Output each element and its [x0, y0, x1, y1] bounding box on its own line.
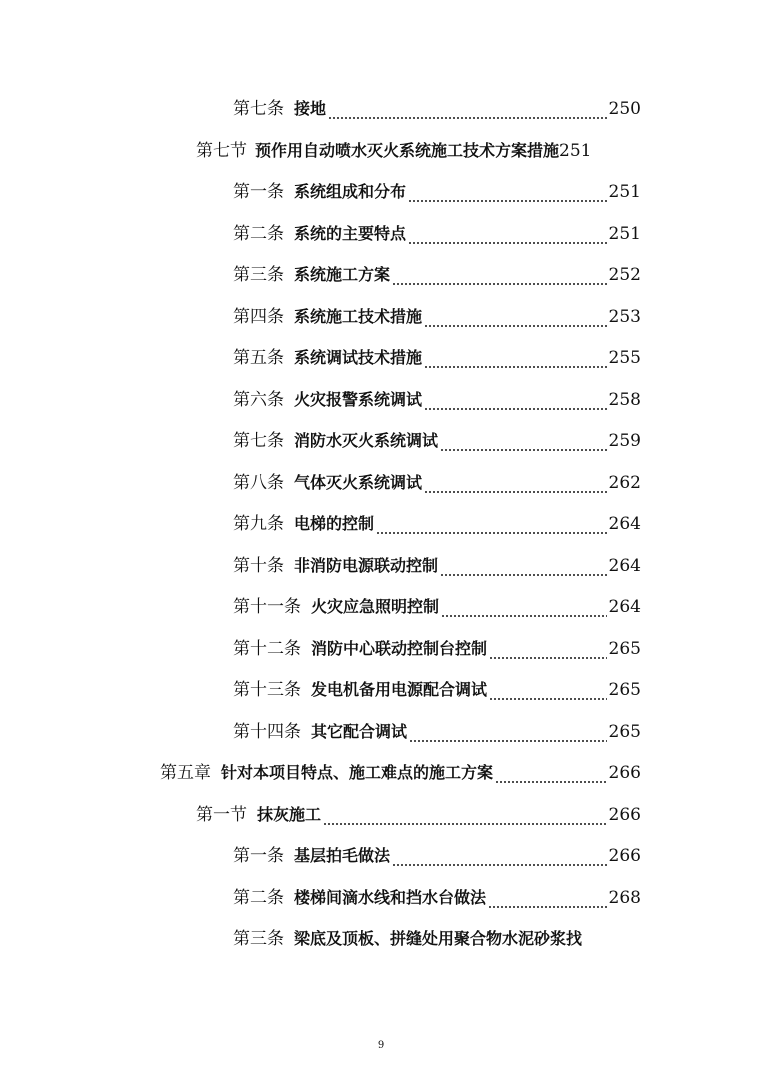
toc-entry-page: 265 — [608, 680, 641, 700]
toc-entry-title: 其它配合调试 — [311, 722, 408, 741]
toc-entry-number: 第一条 — [233, 846, 284, 866]
toc-entry[interactable] — [233, 388, 641, 412]
toc-entry-page: 264 — [608, 597, 641, 617]
toc-entry-title: 基层拍毛做法 — [294, 846, 391, 865]
toc-entry-number: 第二条 — [233, 224, 284, 244]
dot-leader — [392, 271, 607, 287]
toc-entry[interactable] — [160, 761, 641, 785]
dot-leader — [488, 894, 607, 910]
toc-entry-title: 气体灭火系统调试 — [294, 473, 423, 492]
toc-entry-page: 262 — [608, 473, 641, 493]
dot-leader — [489, 686, 607, 702]
toc-entry-title: 系统调试技术措施 — [294, 348, 423, 367]
dot-leader — [440, 437, 607, 453]
toc-entry[interactable] — [196, 139, 641, 163]
toc-entry-title: 系统施工技术措施 — [294, 307, 423, 326]
page-number: 9 — [377, 1040, 385, 1051]
toc-entry[interactable] — [233, 429, 641, 453]
toc-entry[interactable] — [233, 346, 641, 370]
toc-entry[interactable] — [233, 222, 641, 246]
toc-entry-page: 266 — [608, 805, 641, 825]
toc-entry[interactable] — [233, 305, 641, 329]
toc-entry-title: 系统组成和分布 — [294, 182, 407, 201]
toc-entry-title: 针对本项目特点、施工难点的施工方案 — [221, 763, 494, 782]
toc-entry[interactable] — [233, 844, 641, 868]
toc-entry-title: 接地 — [294, 99, 327, 118]
toc-entry-number: 第七节 — [196, 141, 247, 161]
toc-entry[interactable] — [196, 803, 641, 827]
toc-entry-number: 第三条 — [233, 929, 284, 949]
toc-entry-title: 预作用自动喷水灭火系统施工技术方案措施 — [255, 141, 560, 160]
dot-leader — [408, 188, 607, 204]
dot-leader — [409, 728, 607, 744]
dot-leader — [441, 603, 607, 619]
toc-entry-title: 抹灰施工 — [257, 805, 322, 824]
dot-leader — [424, 354, 607, 370]
toc-entry-number: 第十三条 — [233, 680, 301, 700]
toc-entry-page: 265 — [608, 639, 641, 659]
dot-leader — [440, 562, 607, 578]
toc-entry[interactable] — [233, 927, 641, 951]
toc-entry-page: 258 — [608, 390, 641, 410]
toc-entry-page: 252 — [608, 265, 641, 285]
toc-entry[interactable] — [233, 180, 641, 204]
toc-entry-title: 火灾应急照明控制 — [311, 597, 440, 616]
toc-entry-page: 251 — [608, 224, 641, 244]
dot-leader — [323, 811, 607, 827]
toc-entry[interactable] — [233, 720, 641, 744]
toc-entry-number: 第九条 — [233, 514, 284, 534]
toc-entry-page: 266 — [608, 846, 641, 866]
toc-entry-title: 消防中心联动控制台控制 — [311, 639, 488, 658]
toc-entry-number: 第五条 — [233, 348, 284, 368]
toc-entry-page: 268 — [608, 888, 641, 908]
toc-entry[interactable] — [233, 554, 641, 578]
toc-entry-page: 264 — [608, 514, 641, 534]
toc-entry[interactable] — [233, 97, 641, 121]
toc-entry-title: 电梯的控制 — [294, 514, 375, 533]
dot-leader — [424, 313, 607, 329]
toc-entry-title: 系统的主要特点 — [294, 224, 407, 243]
toc-entry-title: 发电机备用电源配合调试 — [311, 680, 488, 699]
toc-entry-page: 259 — [608, 431, 641, 451]
dot-leader — [424, 479, 607, 495]
toc-entry-title: 火灾报警系统调试 — [294, 390, 423, 409]
toc-entry-page: 251 — [559, 141, 592, 161]
toc-entry-title: 楼梯间滴水线和挡水台做法 — [294, 888, 487, 907]
toc-entry-number: 第一节 — [196, 805, 247, 825]
toc-entry-page: 255 — [608, 348, 641, 368]
toc-entry[interactable] — [233, 637, 641, 661]
toc-entry-number: 第一条 — [233, 182, 284, 202]
toc-entry-number: 第八条 — [233, 473, 284, 493]
toc-entry-number: 第十一条 — [233, 597, 301, 617]
toc-entry-number: 第七条 — [233, 431, 284, 451]
dot-leader — [328, 105, 607, 121]
toc-entry-title: 系统施工方案 — [294, 265, 391, 284]
toc-entry-page: 265 — [608, 722, 641, 742]
toc-entry-number: 第十二条 — [233, 639, 301, 659]
dot-leader — [376, 520, 607, 536]
toc-entry-number: 第三条 — [233, 265, 284, 285]
toc-entry-title: 梁底及顶板、拼缝处用聚合物水泥砂浆找 — [294, 929, 583, 948]
toc-entry-number: 第六条 — [233, 390, 284, 410]
toc-entry[interactable] — [233, 886, 641, 910]
toc-entry-page: 253 — [608, 307, 641, 327]
toc-entry[interactable] — [233, 512, 641, 536]
toc-entry-title: 非消防电源联动控制 — [294, 556, 439, 575]
toc-entry[interactable] — [233, 678, 641, 702]
toc-entry[interactable] — [233, 263, 641, 287]
dot-leader — [489, 645, 607, 661]
toc-entry-page: 250 — [608, 99, 641, 119]
toc-entry-number: 第十条 — [233, 556, 284, 576]
dot-leader — [408, 230, 607, 246]
toc-entry[interactable] — [233, 595, 641, 619]
toc-entry-page: 251 — [608, 182, 641, 202]
dot-leader — [424, 396, 607, 412]
toc-entry-number: 第四条 — [233, 307, 284, 327]
dot-leader — [495, 769, 607, 785]
toc-entry-page: 266 — [608, 763, 641, 783]
toc-entry[interactable] — [233, 471, 641, 495]
toc-entry-page: 264 — [608, 556, 641, 576]
toc-entry-number: 第二条 — [233, 888, 284, 908]
toc-entry-number: 第五章 — [160, 763, 211, 783]
toc-entry-number: 第十四条 — [233, 722, 301, 742]
toc-entry-title: 消防水灭火系统调试 — [294, 431, 439, 450]
toc-entry-number: 第七条 — [233, 99, 284, 119]
dot-leader — [392, 852, 607, 868]
